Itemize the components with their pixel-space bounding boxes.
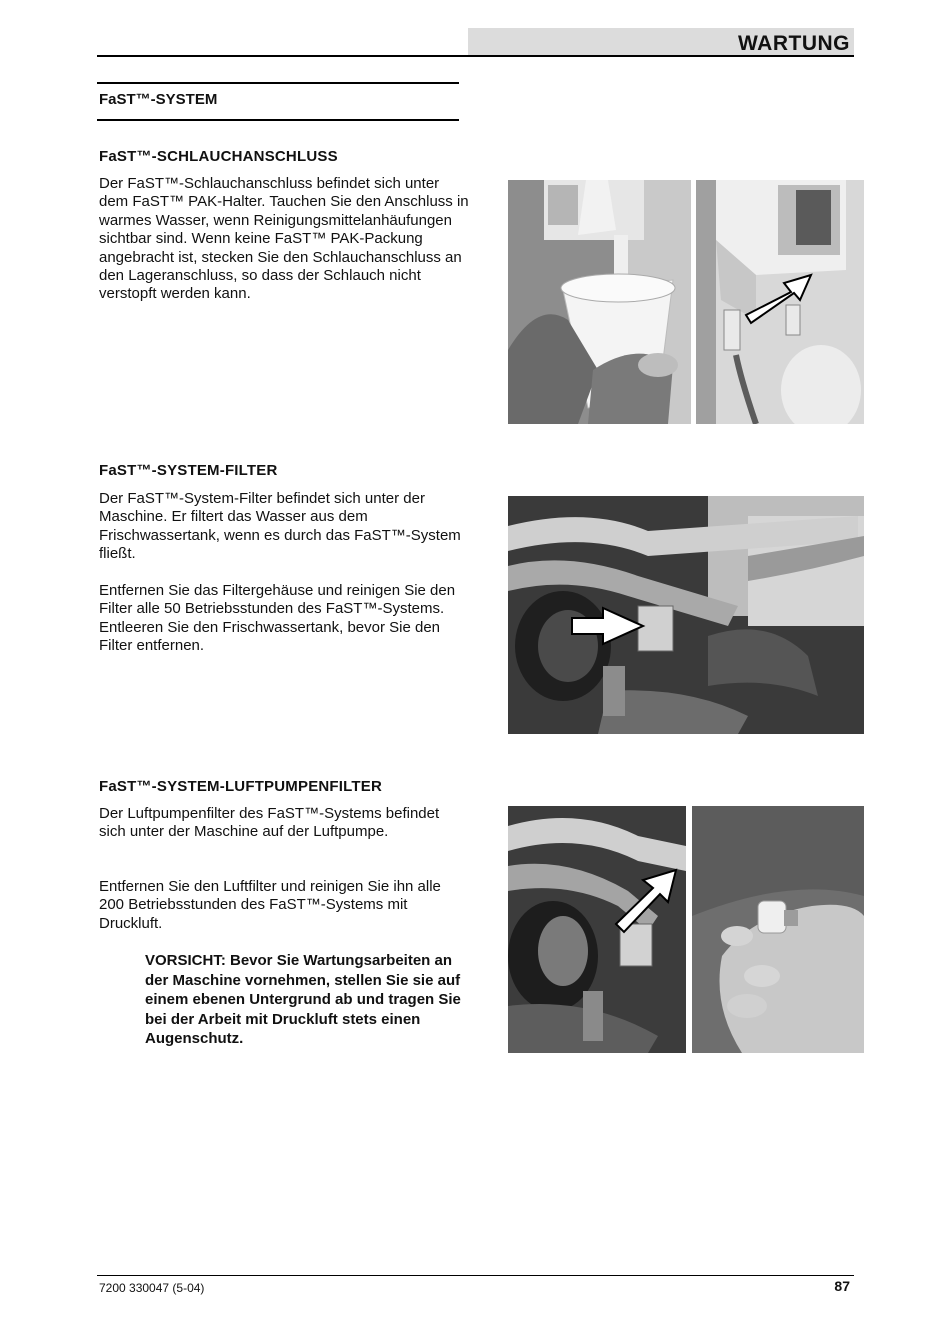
hose-text: Der FaST™-Schlauchanschluss befindet sich unter dem FaST™ PAK-Halter. Tauchen Sie den Anschluss in warmes Wasser, wenn Reinigungsmittelanhäufungen sichtbar sind. Wenn keine FaST™ PAK-Packung angebracht ist, stecken Sie den Schlauchanschluss an den Lageranschluss, so dass der Schlauch nicht verstopft werden kann. [99, 175, 469, 303]
airpump-photo [508, 806, 686, 1053]
airpump-text-2: Entfernen Sie den Luftfilter und reinigen Sie ihn alle 200 Betriebsstunden des FaST™-Systems mit Druckluft. [99, 878, 441, 932]
footer-rule [97, 1275, 854, 1276]
header-rule [97, 55, 854, 57]
filter-text-1: Der FaST™-System-Filter befindet sich unter der Maschine. Er filtert das Wasser aus dem Frischwassertank, wenn es durch das FaST™-System fließt. [99, 490, 461, 563]
page-number: 87 [834, 1278, 850, 1294]
document-number: 7200 330047 (5-04) [99, 1281, 205, 1295]
hose-title: FaST™-SCHLAUCHANSCHLUSS [99, 148, 338, 165]
system-filter-photo [508, 496, 864, 734]
airpump-title: FaST™-SYSTEM-LUFTPUMPENFILTER [99, 778, 383, 795]
airpump-text-1: Der Luftpumpenfilter des FaST™-Systems befindet sich unter der Maschine auf der Luftpumpe. [99, 805, 440, 841]
hose-cup-photo [508, 180, 691, 424]
section-rule-top [97, 82, 459, 84]
section-title: FaST™-SYSTEM [99, 91, 218, 108]
filter-title: FaST™-SYSTEM-FILTER [99, 462, 278, 479]
airpump-filter-hand-photo [692, 806, 864, 1053]
section-rule-bottom [97, 119, 459, 121]
filter-text-2: Entfernen Sie das Filtergehäuse und reinigen Sie den Filter alle 50 Betriebsstunden des FaST™-Systems. Entleeren Sie den Frischwassertank, bevor Sie den Filter entfernen. [99, 582, 456, 655]
chapter-title: WARTUNG [738, 32, 850, 55]
storage-port-photo [696, 180, 864, 424]
caution-note: VORSICHT: Bevor Sie Wartungsarbeiten an der Maschine vornehmen, stellen Sie sie auf einem ebenen Untergrund ab und tragen Sie bei der Arbeit mit Druckluft stets einen Augenschutz. [145, 952, 461, 1047]
